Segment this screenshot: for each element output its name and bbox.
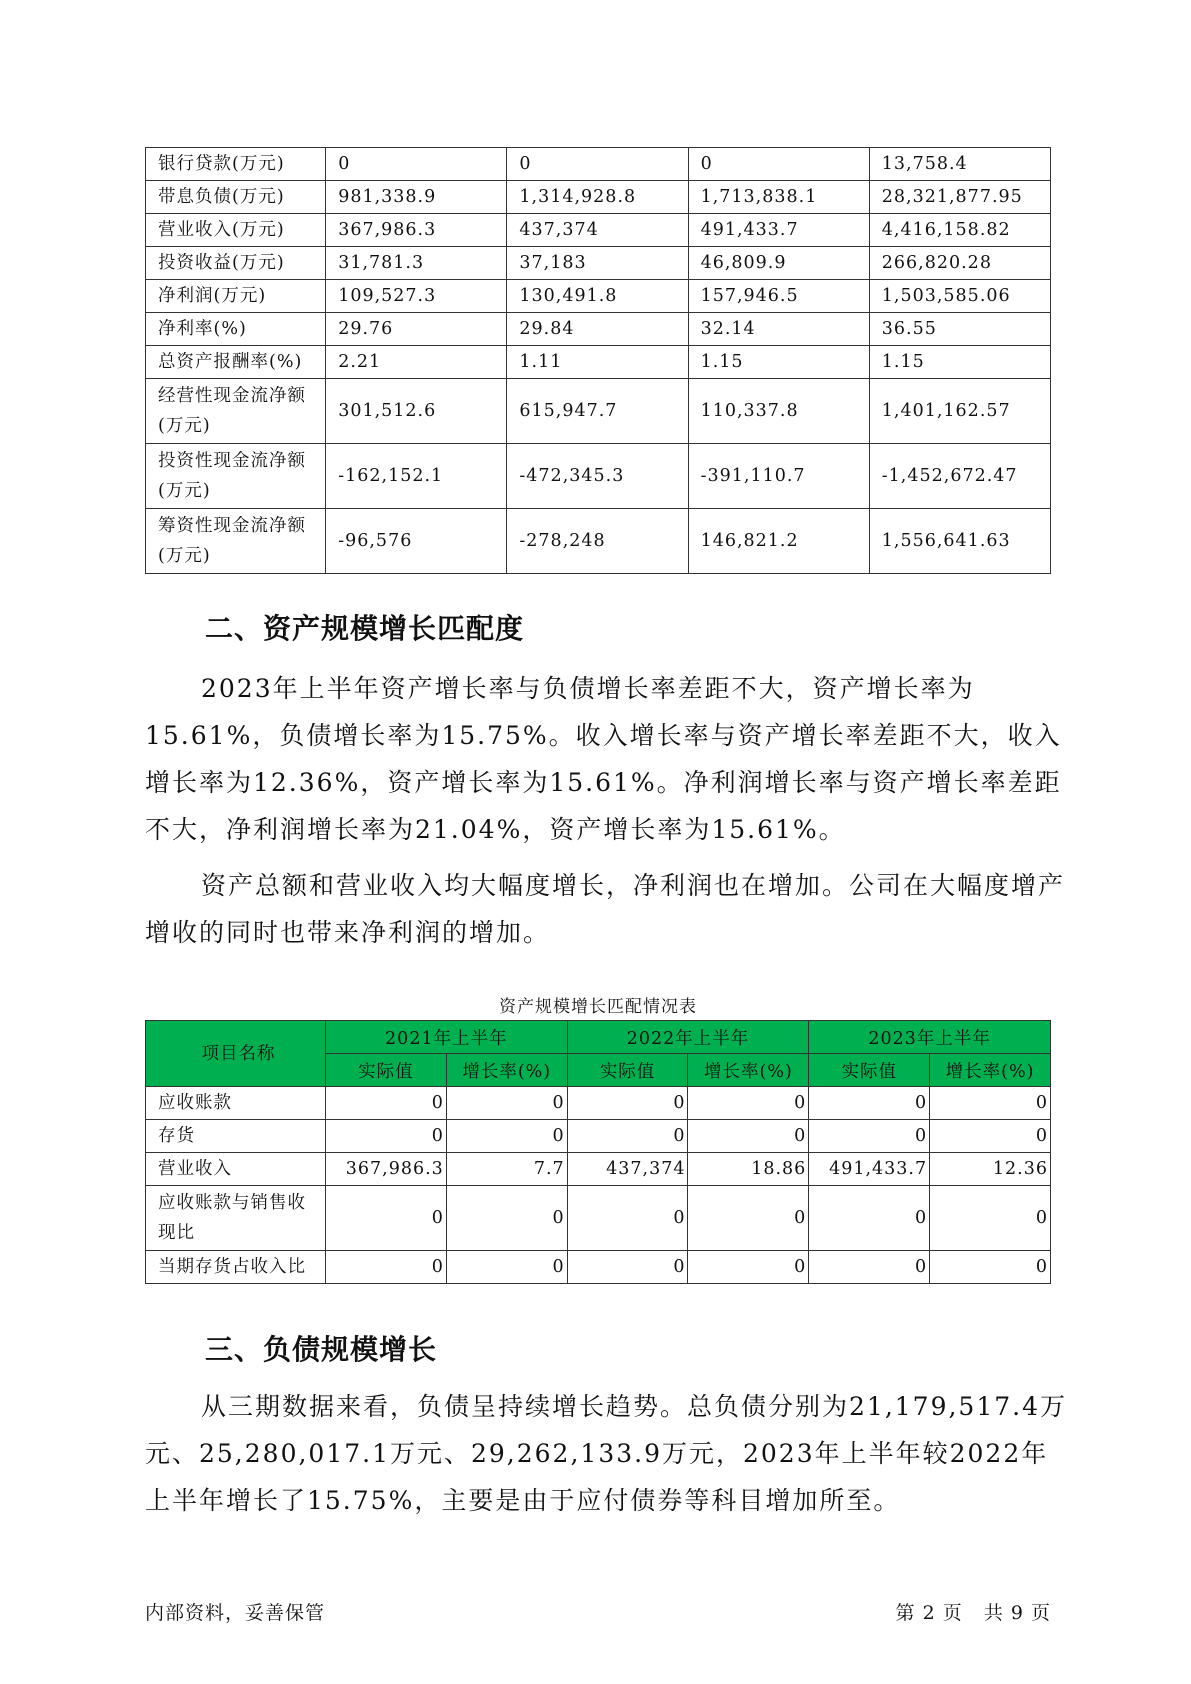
cell-value: -96,576 [326,509,507,574]
cell-value: 0 [930,1120,1051,1153]
cell-value: 491,433.7 [688,214,869,247]
row-label: 投资收益(万元) [146,247,326,280]
cell-value: 0 [930,1251,1051,1284]
cell-value: 0 [446,1120,567,1153]
table-row [146,148,1051,181]
cell-value: 0 [446,1186,567,1251]
row-label: 净利率(%) [146,313,326,346]
cell-value: 367,986.3 [326,1153,447,1186]
cell-value: -1,452,672.47 [869,444,1050,509]
cell-value: 0 [809,1120,930,1153]
cell-value: 28,321,877.95 [869,181,1050,214]
cell-value: 0 [809,1251,930,1284]
row-label: 银行贷款(万元) [146,148,326,181]
table-row [146,1087,1051,1120]
row-label: 净利润(万元) [146,280,326,313]
cell-value: 437,374 [567,1153,688,1186]
footer-page-number: 第 2 页 共 9 页 [895,1602,1051,1624]
cell-value: 0 [326,1186,447,1251]
header-growth: 增长率(%) [446,1054,567,1087]
table-row [146,1251,1051,1284]
cell-value: 0 [688,1251,809,1284]
cell-value: 4,416,158.82 [869,214,1050,247]
row-label: 当期存货占收入比 [146,1251,326,1284]
cell-value: 0 [326,1251,447,1284]
cell-value: 0 [688,148,869,181]
header-actual: 实际值 [809,1054,930,1087]
header-actual: 实际值 [567,1054,688,1087]
cell-value: 18.86 [688,1153,809,1186]
header-growth: 增长率(%) [688,1054,809,1087]
row-label: 总资产报酬率(%) [146,346,326,379]
paragraph: 资产总额和营业收入均大幅度增长，净利润也在增加。公司在大幅度增产增收的同时也带来净利润的增加。 [145,871,1066,947]
table-row [146,509,1051,574]
cell-value: 0 [446,1251,567,1284]
table-header-row [146,1021,1051,1054]
table-row [146,1186,1051,1251]
cell-value: 0 [688,1120,809,1153]
table-row [146,1153,1051,1186]
cell-value: 1,503,585.06 [869,280,1050,313]
row-label: 应收账款与销售收现比 [146,1186,326,1251]
table-caption: 资产规模增长匹配情况表 [499,997,697,1017]
row-label: 带息负债(万元) [146,181,326,214]
cell-value: 1,713,838.1 [688,181,869,214]
table-row [146,346,1051,379]
table-row [146,280,1051,313]
cell-value: 31,781.3 [326,247,507,280]
cell-value: -391,110.7 [688,444,869,509]
cell-value: 110,337.8 [688,379,869,444]
table-row [146,214,1051,247]
row-label: 经营性现金流净额(万元) [146,379,326,444]
paragraph: 2023年上半年资产增长率与负债增长率差距不大，资产增长率为15.61%，负债增长率为15.75%。收入增长率与资产增长率差距不大，收入增长率为12.36%，资产增长率为15.61%。净利润增长率与资产增长率差距不大，净利润增长率为21.04%，资产增长率为15.61%。 [145,674,1062,844]
cell-value: 0 [930,1087,1051,1120]
cell-value: 146,821.2 [688,509,869,574]
cell-value: 46,809.9 [688,247,869,280]
cell-value: 13,758.4 [869,148,1050,181]
cell-value: -278,248 [507,509,688,574]
footer-confidential-note: 内部资料，妥善保管 [145,1602,326,1624]
table-row [146,1120,1051,1153]
cell-value: 109,527.3 [326,280,507,313]
cell-value: 29.84 [507,313,688,346]
cell-value: 301,512.6 [326,379,507,444]
cell-value: 0 [326,1087,447,1120]
row-label: 营业收入(万元) [146,214,326,247]
cell-value: 29.76 [326,313,507,346]
cell-value: 1.11 [507,346,688,379]
paragraph: 从三期数据来看，负债呈持续增长趋势。总负债分别为21,179,517.4万元、25,280,017.1万元、29,262,133.9万元，2023年上半年较2022年上半年增长了15.75%，主要是由于应付债券等科目增加所至。 [145,1392,1067,1515]
section-heading: 三、负债规模增长 [205,1333,438,1366]
cell-value: 0 [326,1120,447,1153]
cell-value: 0 [507,148,688,181]
cell-value: -472,345.3 [507,444,688,509]
cell-value: 12.36 [930,1153,1051,1186]
cell-value: -162,152.1 [326,444,507,509]
cell-value: 0 [688,1186,809,1251]
cell-value: 981,338.9 [326,181,507,214]
cell-value: 1,401,162.57 [869,379,1050,444]
header-period: 2021年上半年 [326,1021,568,1054]
cell-value: 32.14 [688,313,869,346]
cell-value: 0 [567,1120,688,1153]
cell-value: 437,374 [507,214,688,247]
cell-value: 491,433.7 [809,1153,930,1186]
cell-value: 157,946.5 [688,280,869,313]
header-period: 2022年上半年 [567,1021,809,1054]
financial-indicators-table [145,147,1051,574]
table-row [146,181,1051,214]
cell-value: 266,820.28 [869,247,1050,280]
cell-value: 130,491.8 [507,280,688,313]
cell-value: 1.15 [688,346,869,379]
table-row [146,313,1051,346]
header-item-name: 项目名称 [146,1021,326,1087]
row-label: 应收账款 [146,1087,326,1120]
cell-value: 0 [809,1186,930,1251]
cell-value: 1.15 [869,346,1050,379]
cell-value: 0 [688,1087,809,1120]
cell-value: 2.21 [326,346,507,379]
row-label: 投资性现金流净额(万元) [146,444,326,509]
cell-value: 0 [809,1087,930,1120]
header-period: 2023年上半年 [809,1021,1051,1054]
asset-growth-match-table [145,1020,1051,1284]
cell-value: 1,314,928.8 [507,181,688,214]
row-label: 营业收入 [146,1153,326,1186]
cell-value: 1,556,641.63 [869,509,1050,574]
cell-value: 37,183 [507,247,688,280]
cell-value: 7.7 [446,1153,567,1186]
cell-value: 0 [446,1087,567,1120]
row-label: 存货 [146,1120,326,1153]
header-growth: 增长率(%) [930,1054,1051,1087]
header-actual: 实际值 [326,1054,447,1087]
cell-value: 0 [326,148,507,181]
cell-value: 0 [930,1186,1051,1251]
cell-value: 615,947.7 [507,379,688,444]
table-row [146,247,1051,280]
table-row [146,444,1051,509]
cell-value: 0 [567,1251,688,1284]
cell-value: 0 [567,1087,688,1120]
row-label: 筹资性现金流净额(万元) [146,509,326,574]
cell-value: 367,986.3 [326,214,507,247]
table-row [146,379,1051,444]
cell-value: 36.55 [869,313,1050,346]
section-heading: 二、资产规模增长匹配度 [205,612,525,645]
cell-value: 0 [567,1186,688,1251]
